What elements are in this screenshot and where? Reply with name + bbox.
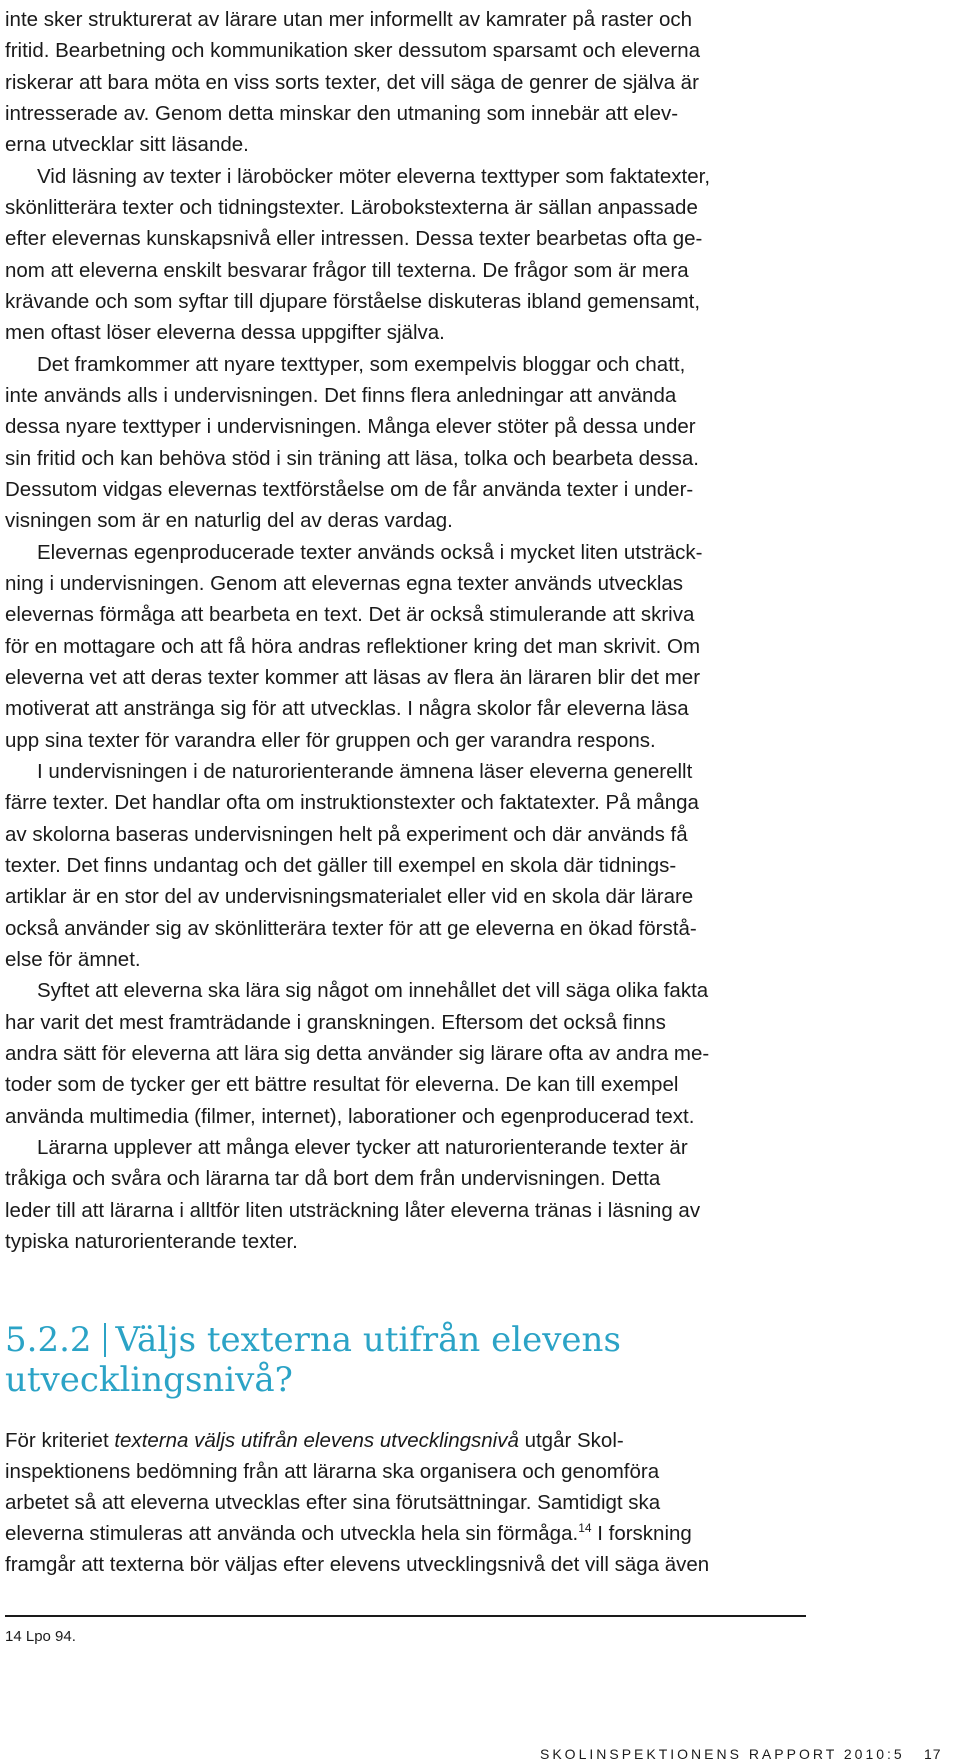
text-run: eleverna stimuleras att använda och utveckla hela sin förmåga. [5, 1522, 579, 1545]
body-line: typiska naturorienterande texter. [5, 1229, 298, 1253]
body-line: av skolorna baseras undervisningen helt på experiment och där används få [5, 822, 688, 846]
body-line: Lärarna upplever att många elever tycker att naturorienterande texter är [37, 1135, 688, 1159]
body-line: andra sätt för eleverna att lära sig detta använder sig lärare ofta av andra me- [5, 1041, 710, 1065]
body-line: tråkiga och svåra och lärarna tar då bort dem från undervisningen. Detta [5, 1167, 661, 1191]
body-line: intresserade av. Genom detta minskar den utmaning som innebär att elev- [5, 101, 679, 125]
italic-criterion: texterna väljs utifrån elevens utvecklingsnivå [114, 1429, 519, 1452]
body-line: dessa nyare texttyper i undervisningen. Många elever stöter på dessa under [5, 415, 696, 439]
body-line: fritid. Bearbetning och kommunikation sker dessutom sparsamt och eleverna [5, 39, 701, 63]
body-line: nom att eleverna enskilt besvarar frågor till texterna. De frågor som är mera [5, 258, 689, 282]
heading-divider [104, 1323, 106, 1357]
footnote: 14 Lpo 94. [5, 1628, 76, 1645]
body-line: upp sina texter för varandra eller för gruppen och ger varandra respons. [5, 728, 656, 752]
body-line: artiklar är en stor del av undervisningsmaterialet eller vid en skola där lärare [5, 885, 694, 909]
body-line: krävande och som syftar till djupare förståelse diskuteras ibland gemensamt, [5, 289, 701, 313]
body-line: färre texter. Det handlar ofta om instruktionstexter och faktatexter. På många [5, 791, 699, 815]
text-run: I forskning [591, 1522, 692, 1545]
body-line: erna utvecklar sitt läsande. [5, 133, 249, 157]
body-line: visningen som är en naturlig del av deras vardag. [5, 509, 453, 533]
body-line: efter elevernas kunskapsnivå eller intressen. Dessa texter bearbetas ofta ge- [5, 227, 703, 251]
body-line: motiverat att anstränga sig för att utvecklas. I några skolor får eleverna läsa [5, 697, 689, 721]
section-line-5: framgår att texterna bör väljas efter elevens utvecklingsnivå det vill säga även [5, 1553, 710, 1576]
section-title-line1: Väljs texterna utifrån elevens [115, 1320, 621, 1360]
footer-report-title: SKOLINSPEKTIONENS RAPPORT 2010:5 [540, 1746, 905, 1762]
body-line: för en mottagare och att få höra andras reflektioner kring det man skrivit. Om [5, 634, 701, 658]
body-line: elevernas förmåga att bearbeta en text. Det är också stimulerande att skriva [5, 603, 695, 627]
body-line: else för ämnet. [5, 947, 141, 971]
body-line: inte sker strukturerat av lärare utan mer informellt av kamrater på raster och [5, 8, 693, 31]
section-title-line2: utvecklingsnivå? [5, 1360, 293, 1400]
section-number: 5.2.2 [5, 1320, 92, 1360]
body-line: Vid läsning av texter i läroböcker möter eleverna texttyper som faktatexter, [37, 164, 711, 188]
section-line-1 [5, 1425, 624, 1456]
body-line: texter. Det finns undantag och det gäller till exempel en skola där tidnings- [5, 853, 677, 877]
body-line: riskerar att bara möta en viss sorts texter, det vill säga de genrer de själva är [5, 70, 699, 94]
footnote-reference[interactable]: 14 [578, 1521, 592, 1535]
body-line: sin fritid och kan behöva stöd i sin träning att läsa, tolka och bearbeta dessa. [5, 446, 699, 470]
body-line: också använder sig av skönlitterära texter för att ge eleverna en ökad förstå- [5, 916, 697, 940]
body-line: leder till att lärarna i alltför liten utsträckning låter eleverna tränas i läsning av [5, 1198, 701, 1222]
section-line-4 [5, 1518, 692, 1549]
text-run: utgår Skol- [518, 1429, 624, 1452]
section-line-2: inspektionens bedömning från att lärarna ska organisera och genomföra [5, 1460, 660, 1483]
body-line: Syftet att eleverna ska lära sig något om innehållet det vill säga olika fakta [37, 979, 709, 1003]
body-line: använda multimedia (filmer, internet), laborationer och egenproducerad text. [5, 1104, 695, 1128]
section-line-3: arbetet så att eleverna utvecklas efter sina förutsättningar. Samtidigt ska [5, 1491, 661, 1514]
body-line: Dessutom vidgas elevernas textförståelse om de får använda texter i under- [5, 477, 694, 501]
body-line: har varit det mest framträdande i granskningen. Eftersom det också finns [5, 1010, 666, 1034]
page-number: 17 [924, 1746, 942, 1762]
body-line: skönlitterära texter och tidningstexter. Lärobokstexterna är sällan anpassade [5, 195, 698, 219]
text-run: För kriteriet [5, 1429, 115, 1452]
section-heading [5, 1320, 621, 1360]
body-line: toder som de tycker ger ett bättre resultat för eleverna. De kan till exempel [5, 1073, 679, 1097]
body-line: I undervisningen i de naturorienterande ämnena läser eleverna generellt [37, 759, 693, 783]
body-line: inte används alls i undervisningen. Det finns flera anledningar att använda [5, 383, 677, 407]
body-line: ning i undervisningen. Genom att elevernas egna texter används utvecklas [5, 571, 684, 595]
body-line: eleverna vet att deras texter kommer att läsas av flera än läraren blir det mer [5, 665, 701, 689]
body-line: men oftast löser eleverna dessa uppgifter själva. [5, 321, 445, 345]
body-line: Elevernas egenproducerade texter används också i mycket liten utsträck- [37, 540, 703, 564]
body-line: Det framkommer att nyare texttyper, som exempelvis bloggar och chatt, [37, 352, 686, 376]
footnote-divider [5, 1615, 806, 1617]
